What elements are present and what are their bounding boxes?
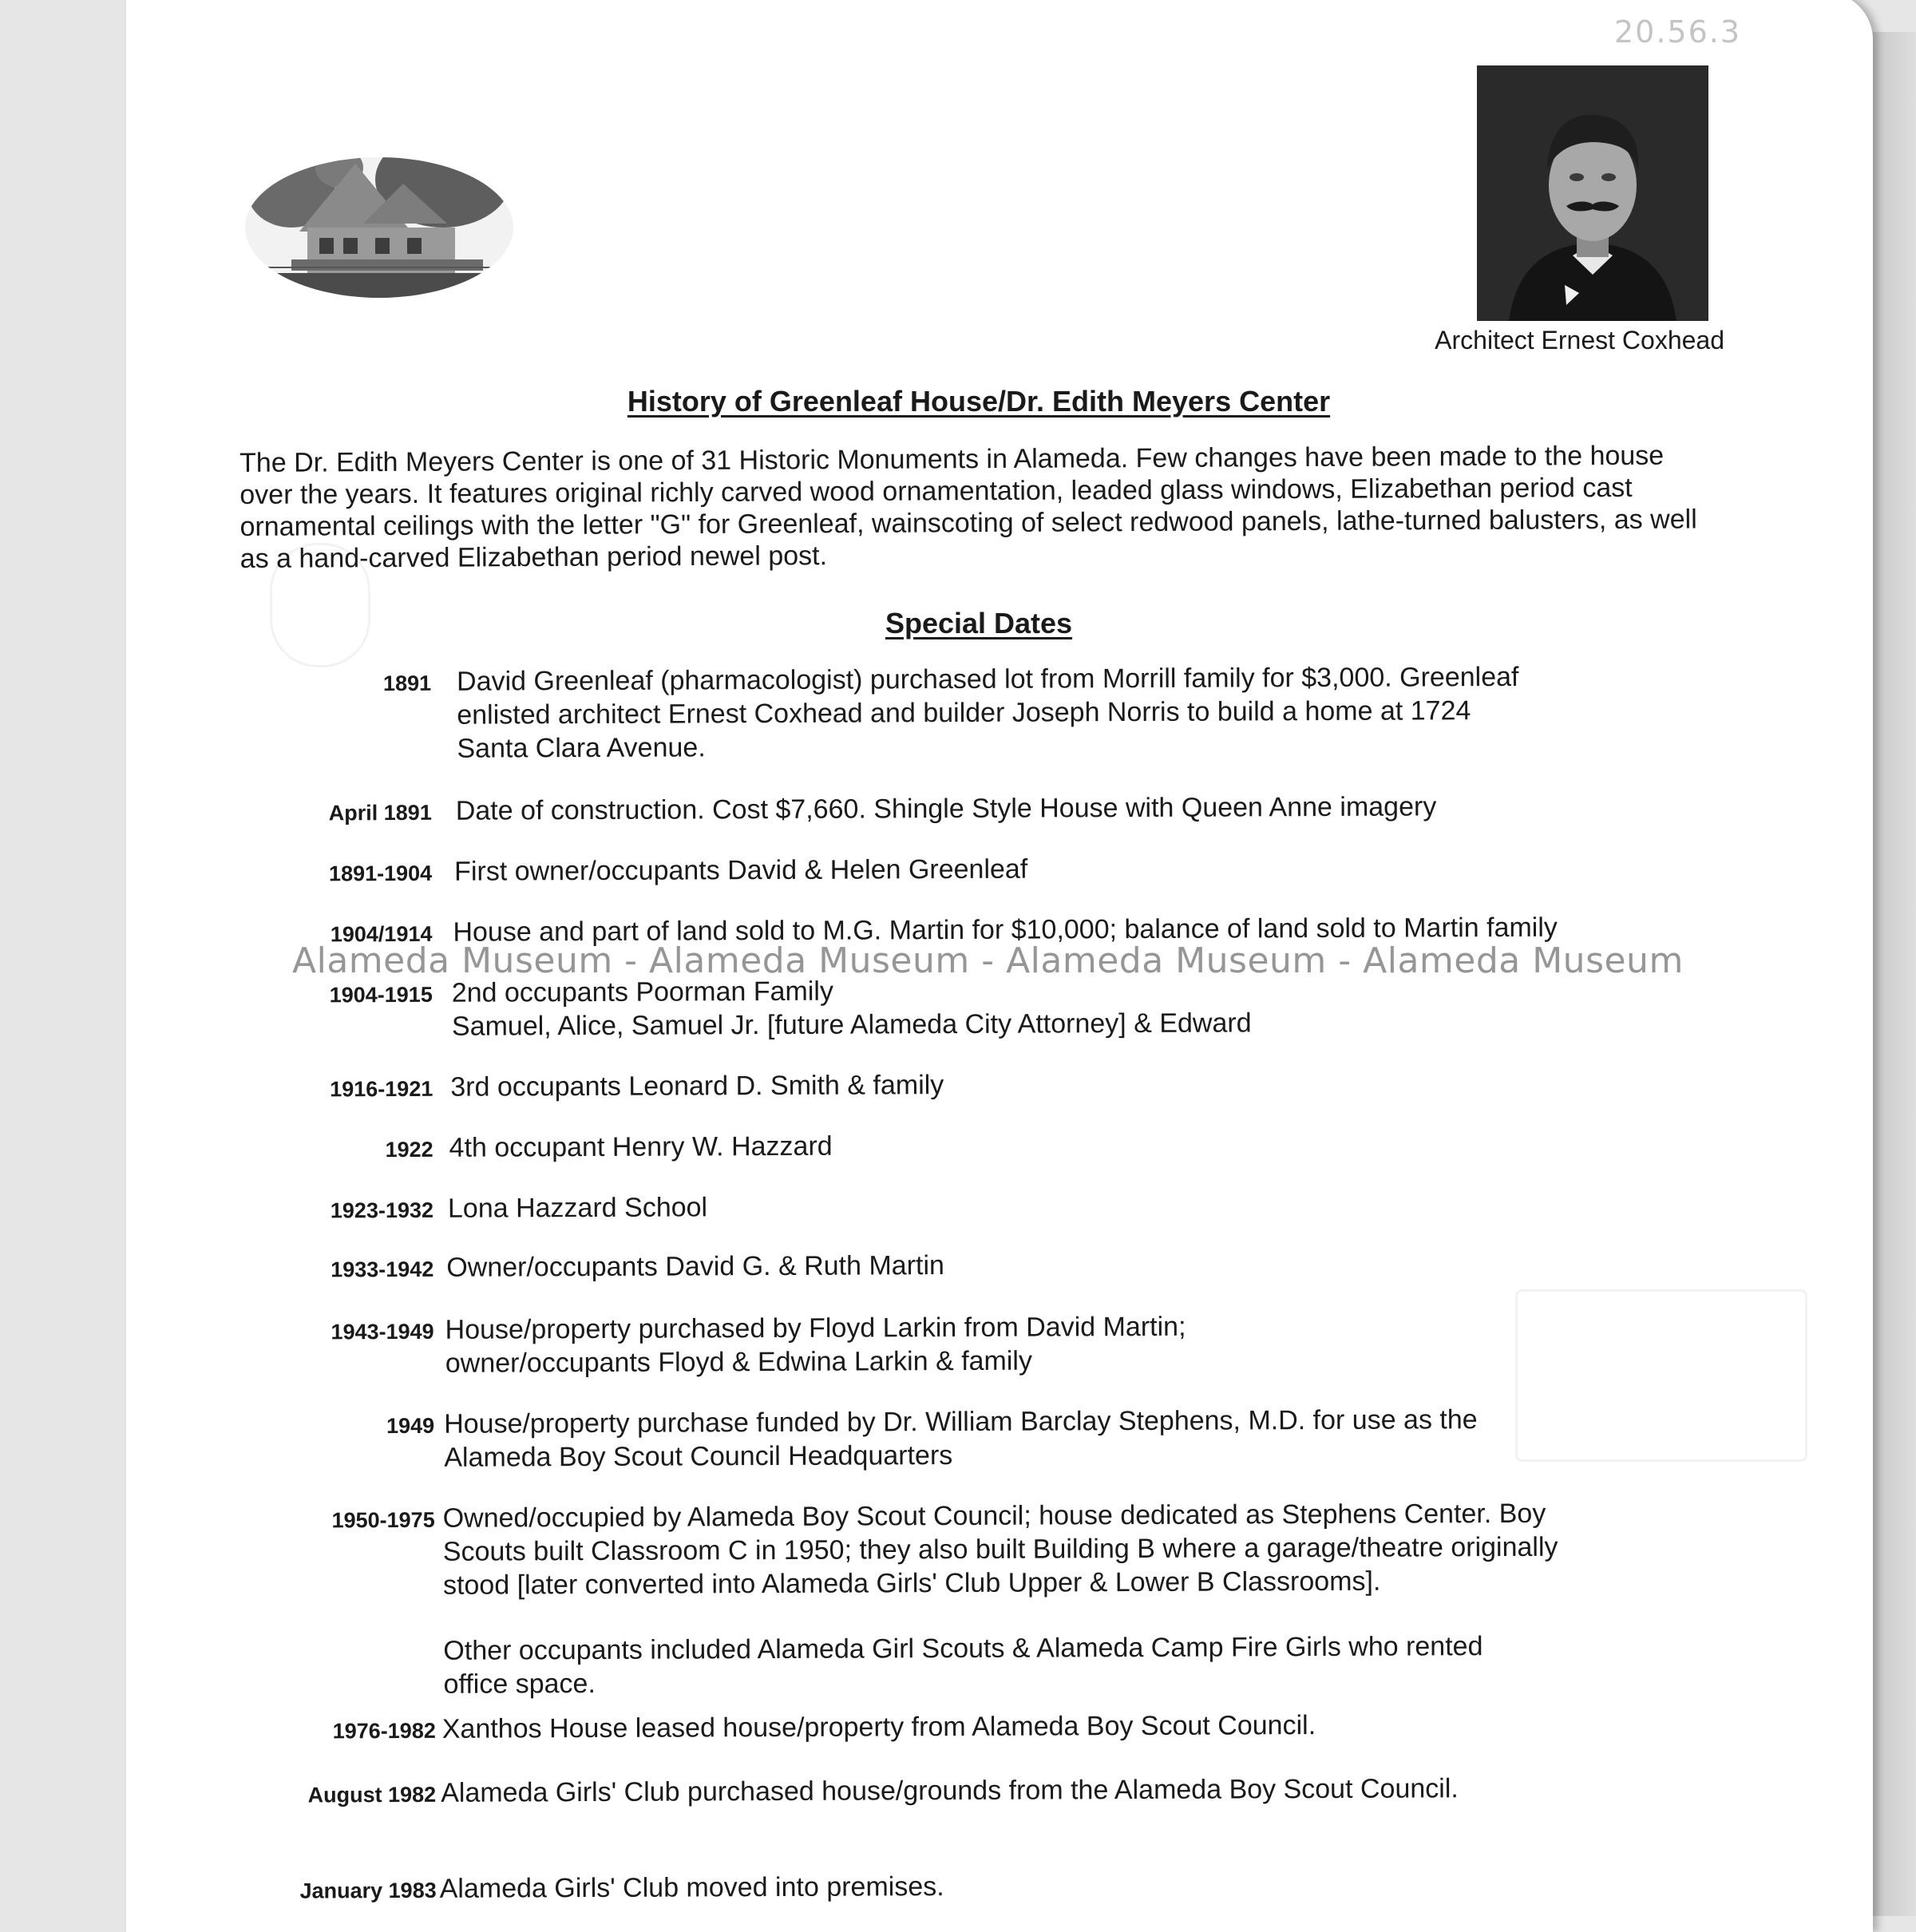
entry-line: Owner/occupants David G. & Ruth Martin — [446, 1250, 944, 1283]
entry-text — [440, 1867, 1542, 1906]
entry-date: August 1982 — [307, 1782, 437, 1807]
entry-date: 1916-1921 — [330, 1076, 433, 1102]
entry-text — [446, 1246, 1548, 1285]
entry-date: 1891 — [382, 671, 432, 696]
entry-text — [444, 1403, 1570, 1475]
entry-date: 1923-1932 — [330, 1198, 434, 1223]
entry-line: House/property purchase funded by Dr. William Barclay Stephens, M.D. for use as the Alameda Boy Scout Council Headquarters — [444, 1404, 1478, 1473]
intro-paragraph: The Dr. Edith Meyers Center is one of 31 Historic Monuments in Alameda. Few changes have been made to the house over the years. It features original richly carved wood ornamentation, leaded glass windows, Elizabethan period cast ornamental ceilings with the letter "G" for Greenleaf, wainscoting of select redwood panels, lathe-turned balusters, as well as a hand-carved Elizabethan period newel post. — [240, 440, 1697, 574]
entry-text — [448, 1187, 1550, 1225]
entry-text — [445, 1308, 1547, 1380]
entry-line: Other occupants included Alameda Girl Scouts & Alameda Camp Fire Girls who rented office space. — [443, 1631, 1483, 1700]
entry-text — [452, 972, 1554, 1043]
entry-line: 2nd occupants Poorman Family — [451, 976, 833, 1008]
entry-date: 1922 — [385, 1137, 433, 1162]
entry-text — [443, 1496, 1601, 1700]
entry-date: 1943-1949 — [331, 1319, 434, 1344]
page-edge-shadow — [1873, 32, 1916, 1916]
entry-line: Xanthos House leased house/property from Alameda Boy Scout Council. — [441, 1710, 1316, 1744]
entry-text — [442, 1708, 1544, 1746]
entry-line: Owned/occupied by Alameda Boy Scout Council; house dedicated as Stephens Center. Boy Scouts built Classroom C in 1950; they also built Building B where a garage/theatre originally stood [later converted into Alameda Girls' Club Upper & Lower B Classrooms]. — [442, 1498, 1558, 1601]
entry-text — [449, 1126, 1551, 1165]
entry-line: owner/occupants Floyd & Edwina Larkin & family — [445, 1345, 1033, 1379]
entry-date: 1976-1982 — [332, 1718, 436, 1744]
page-title: History of Greenleaf House/Dr. Edith Meyers Center — [627, 385, 1331, 418]
entry-text — [457, 660, 1527, 766]
entry-line: Samuel, Alice, Samuel Jr. [future Alameda City Attorney] & Edward — [451, 1008, 1252, 1042]
entry-text — [454, 850, 1556, 889]
house-drawing — [243, 120, 519, 299]
entry-line: House/property purchased by Floyd Larkin from David Martin; — [445, 1311, 1186, 1345]
entry-date: 1904-1915 — [329, 982, 433, 1008]
museum-watermark: Alameda Museum - Alameda Museum - Alameda Museum - Alameda Museum — [292, 940, 1684, 981]
entry-date: 1904/1914 — [330, 921, 433, 947]
entry-line: Alameda Girls' Club purchased house/grounds from the Alameda Boy Scout Council. — [441, 1773, 1459, 1808]
entry-date: 1949 — [386, 1413, 435, 1439]
entry-line: 4th occupant Henry W. Hazzard — [449, 1130, 833, 1163]
entry-date: 1891-1904 — [328, 861, 433, 886]
entry-line: Date of construction. Cost $7,660. Shingle Style House with Queen Anne imagery — [455, 791, 1437, 826]
entry-date: 1933-1942 — [331, 1257, 434, 1282]
house-illustration — [243, 120, 519, 299]
entry-text — [456, 789, 1621, 827]
entry-line: Lona Hazzard School — [447, 1192, 708, 1224]
entry-line: David Greenleaf (pharmacologist) purchased lot from Morrill family for $3,000. Greenleaf enlisted architect Ernest Coxhead and builder Joseph Norris to build a home at 1724 Santa Clara Avenue. — [457, 661, 1519, 764]
entry-date: April 1891 — [328, 800, 432, 825]
entry-line: House and part of land sold to M.G. Martin for $10,000; balance of land sold to Martin family — [453, 912, 1558, 948]
portrait-photo — [1477, 65, 1708, 321]
entry-line: First owner/occupants David & Helen Greenleaf — [454, 853, 1028, 887]
architect-portrait — [1477, 65, 1708, 321]
portrait-caption: Architect Ernest Coxhead — [1435, 326, 1724, 354]
entry-date: January 1983 — [299, 1878, 437, 1903]
entry-line: 3rd occupants Leonard D. Smith & family — [450, 1070, 944, 1103]
catalog-number: 20.56.3 — [1614, 14, 1742, 49]
entry-date: 1950-1975 — [331, 1507, 435, 1533]
special-dates-heading: Special Dates — [885, 607, 1073, 639]
entry-text — [450, 1066, 1552, 1104]
entry-text — [441, 1772, 1502, 1810]
entry-line: Alameda Girls' Club moved into premises. — [439, 1871, 944, 1904]
